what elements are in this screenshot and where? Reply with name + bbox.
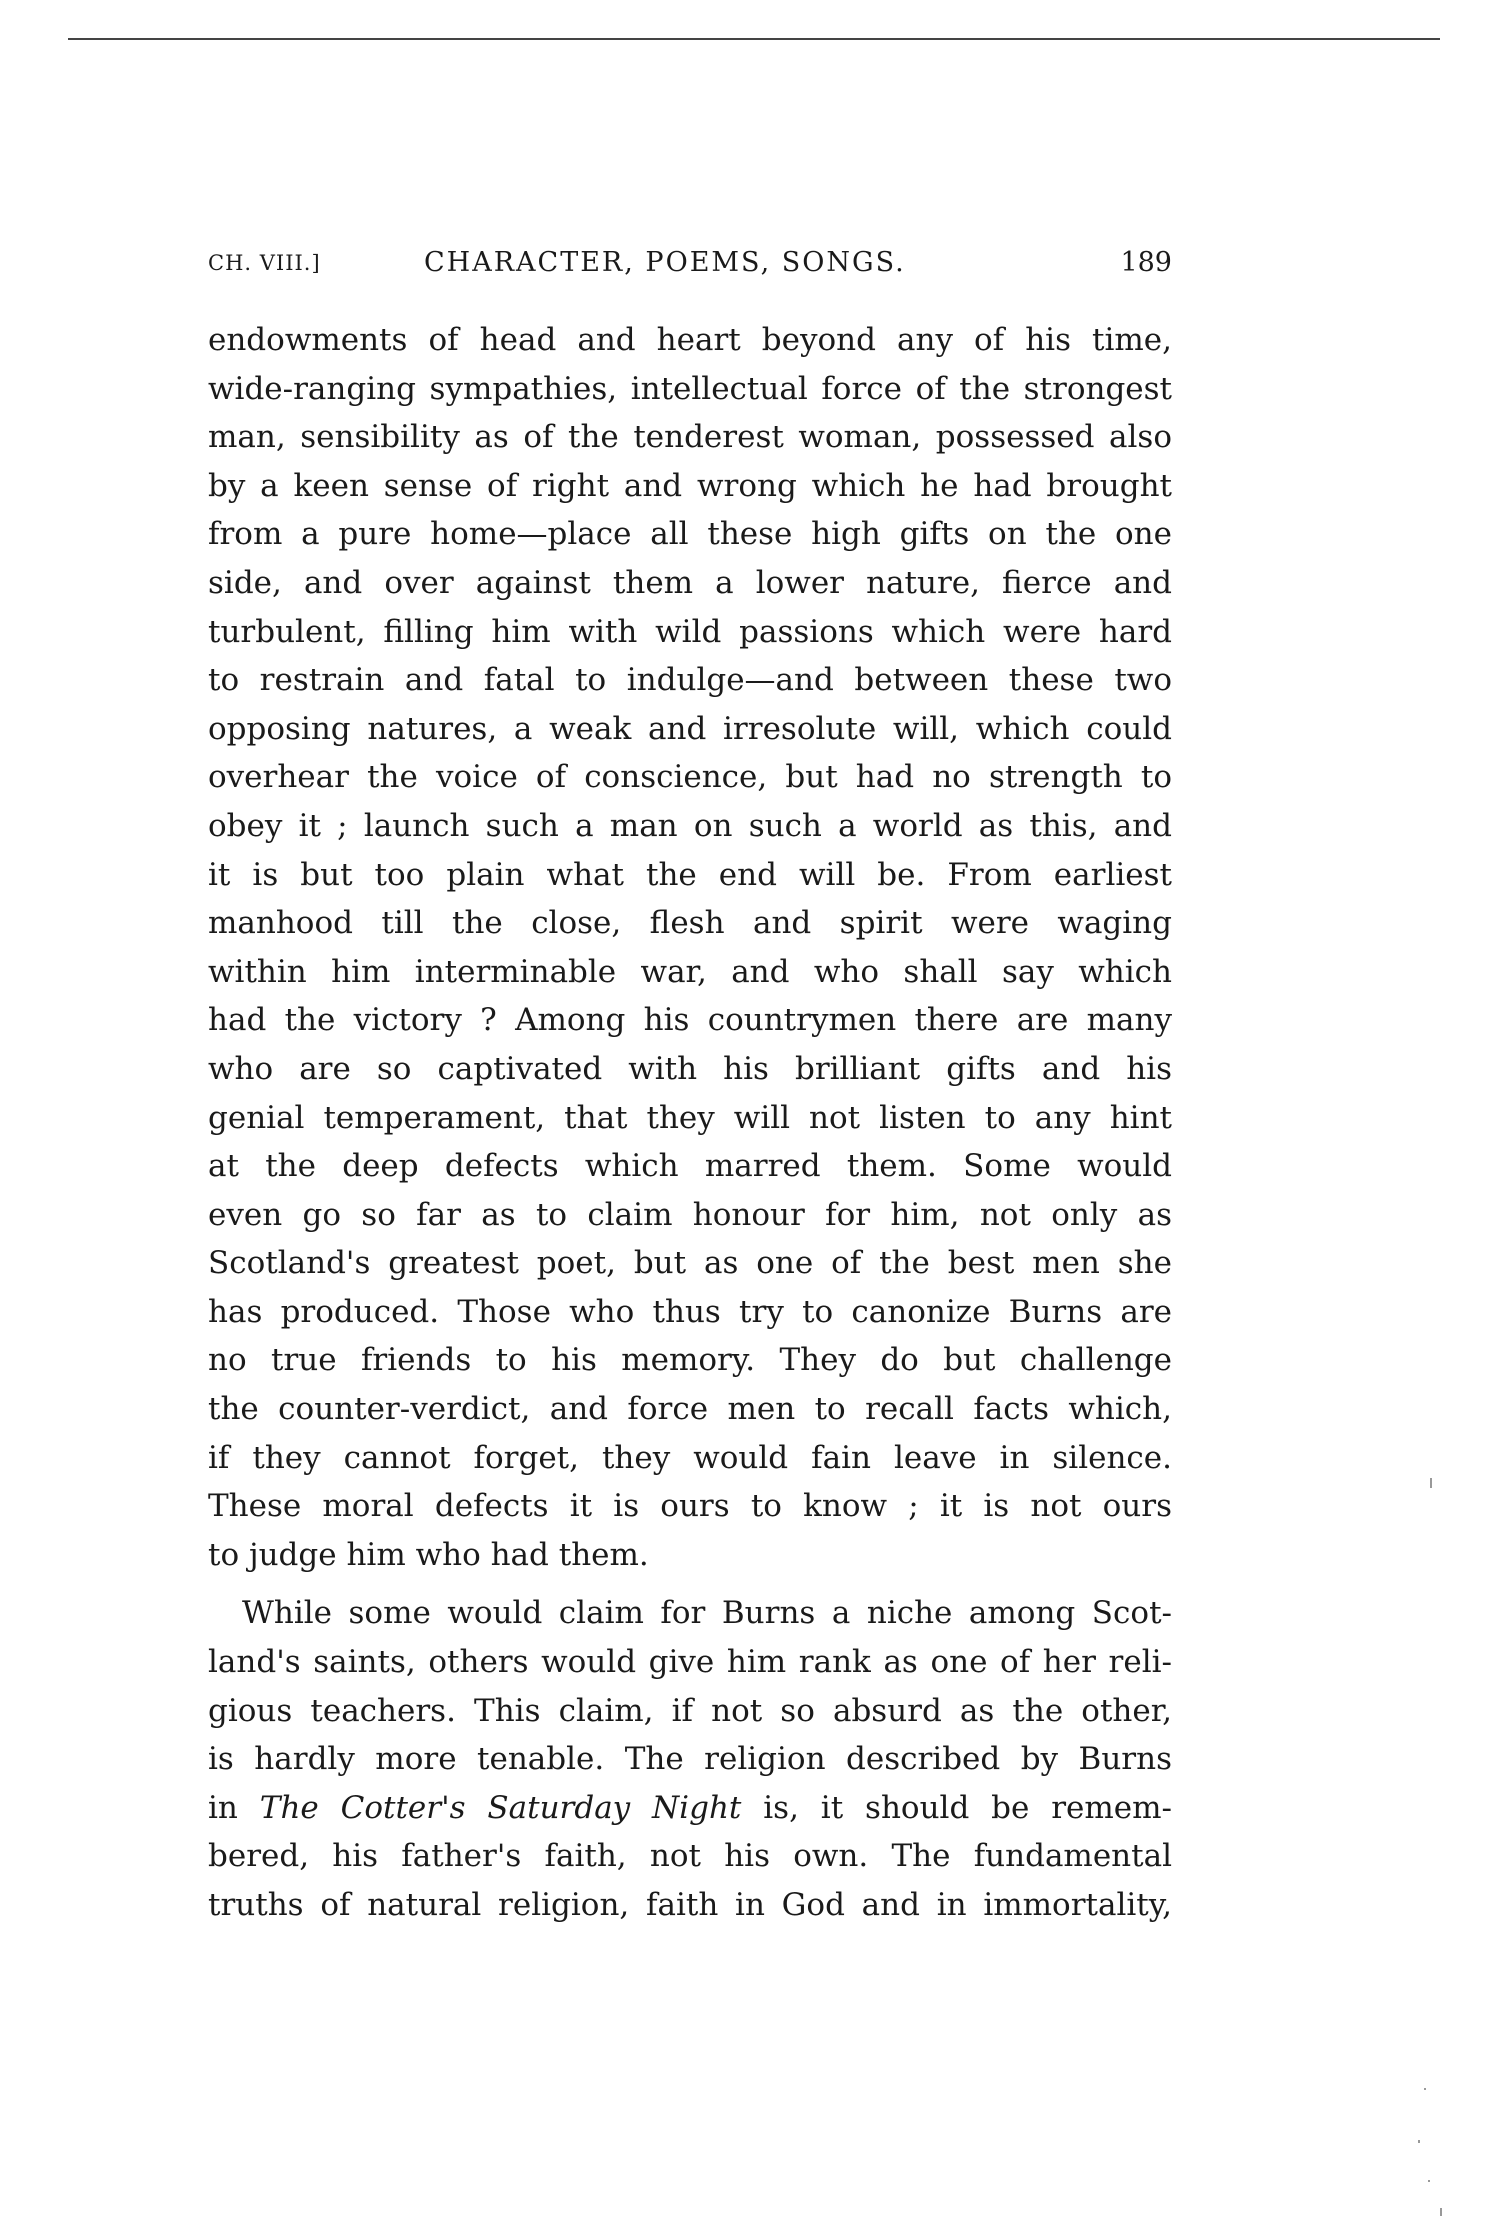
margin-speck (1418, 2140, 1420, 2143)
text-line: endowments of head and heart beyond any of his time, (208, 322, 1172, 358)
text-line: While some would claim for Burns a niche among Scot- (242, 1595, 1172, 1632)
chapter-label: CH. VIII.] (208, 251, 321, 275)
margin-speck (1430, 1478, 1432, 1488)
text-line: turbulent, filling him with wild passions which were hard (208, 613, 1172, 650)
text-line: no true friends to his memory. They do but challenge (208, 1342, 1172, 1379)
text-line: it is but too plain what the end will be. From earliest (208, 856, 1172, 893)
text-line: opposing natures, a weak and irresolute will, which could (208, 710, 1172, 747)
running-header (208, 245, 1172, 281)
text-line: has produced. Those who thus try to canonize Burns are (208, 1293, 1172, 1330)
text-line: who are so captivated with his brilliant gifts and his (208, 1050, 1172, 1087)
text-line: bered, his father's faith, not his own. The fundamental (208, 1838, 1172, 1875)
text-line: overhear the voice of conscience, but had no strength to (208, 759, 1172, 796)
text-line: side, and over against them a lower nature, fierce and (208, 564, 1172, 601)
text-line: had the victory ? Among his countrymen there are many (208, 1002, 1172, 1039)
top-rule (68, 38, 1440, 40)
text-line: to restrain and fatal to indulge—and between these two (208, 662, 1172, 699)
text-line: manhood till the close, flesh and spirit were waging (208, 905, 1172, 942)
paragraph-1 (208, 316, 1172, 1579)
text-line (208, 1784, 1172, 1833)
text-line: is hardly more tenable. The religion described by Burns (208, 1741, 1172, 1778)
text-line: to judge him who had them. (208, 1536, 649, 1573)
text-line: wide-ranging sympathies, intellectual force of the strongest (208, 370, 1172, 407)
text-line: gious teachers. This claim, if not so absurd as the other, (208, 1692, 1172, 1729)
text-run: in (208, 1789, 260, 1826)
text-line: within him interminable war, and who shall say which (208, 953, 1172, 990)
margin-speck (1440, 2208, 1442, 2216)
text-line: land's saints, others would give him rank as one of her reli- (208, 1644, 1172, 1681)
text-line: even go so far as to claim honour for him, not only as (208, 1196, 1172, 1233)
margin-speck (1428, 2180, 1430, 2182)
text-line: at the deep defects which marred them. Some would (208, 1148, 1172, 1185)
text-line: obey it ; launch such a man on such a world as this, and (208, 807, 1172, 844)
running-title: CHARACTER, POEMS, SONGS. (424, 247, 906, 278)
paragraph-2 (208, 1589, 1172, 1929)
page-number: 189 (1120, 247, 1172, 278)
paragraph-gap (208, 1579, 1172, 1589)
text-line: These moral defects it is ours to know ; it is not ours (208, 1488, 1172, 1525)
text-line: man, sensibility as of the tenderest woman, possessed also (208, 419, 1172, 456)
margin-speck (1424, 2088, 1426, 2090)
text-line: Scotland's greatest poet, but as one of the best men she (208, 1245, 1172, 1282)
text-line: if they cannot forget, they would fain leave in silence. (208, 1439, 1172, 1476)
body-text (208, 316, 1172, 1930)
text-line: genial temperament, that they will not listen to any hint (208, 1099, 1172, 1136)
poem-title: The Cotter's Saturday Night (259, 1789, 742, 1826)
text-line: from a pure home—place all these high gifts on the one (208, 516, 1172, 553)
text-line: the counter-verdict, and force men to recall facts which, (208, 1391, 1172, 1428)
text-line: by a keen sense of right and wrong which he had brought (208, 467, 1172, 504)
text-run: is, it should be remem- (741, 1789, 1173, 1826)
text-line: truths of natural religion, faith in God and in immortality, (208, 1887, 1172, 1923)
